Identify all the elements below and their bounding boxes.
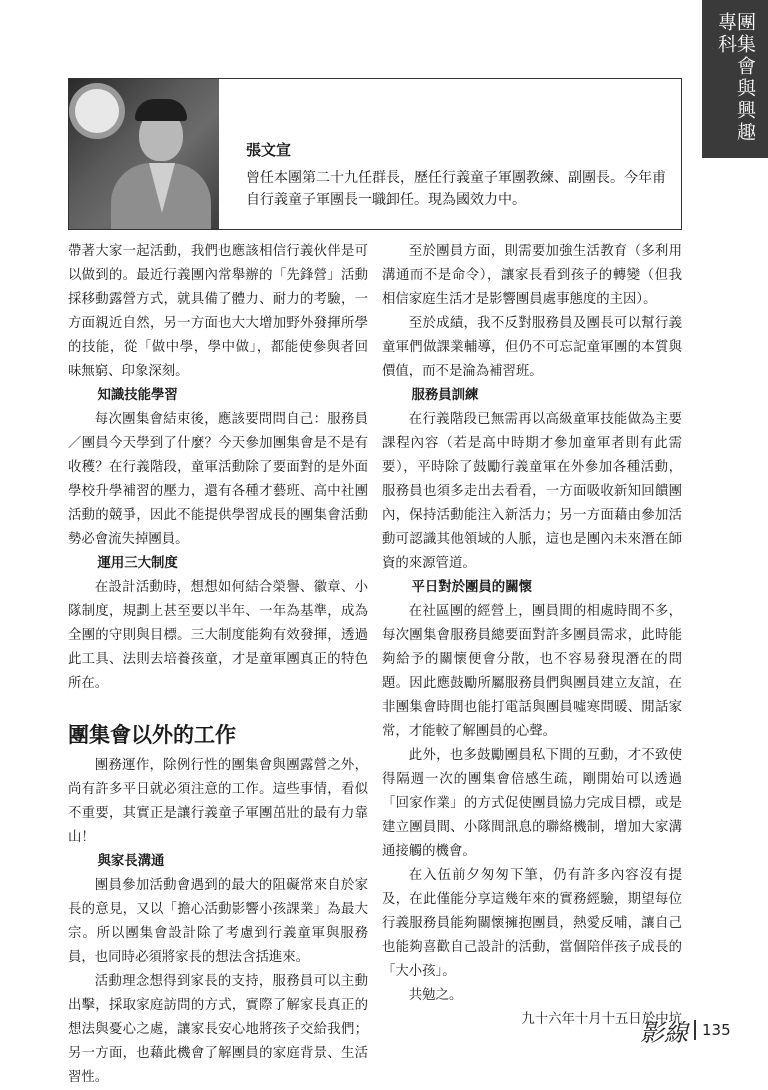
paragraph: 在入伍前夕匆匆下筆，仍有許多內容沒有提及，在此僅能分享這幾年來的實務經驗，期望每位行義服務員能夠關懷擁抱團員，熱愛反哺，讓自己也能夠喜歡自己設計的活動，當個陪伴孩子成長的「大小孩」。: [382, 868, 682, 979]
subheading: 與家長溝通: [97, 854, 165, 869]
paragraph: 帶著大家一起活動，我們也應該相信行義伙伴是可以做到的。最近行義團內常舉辦的「先鋒營」活動採移動露營方式，就具備了體力、耐力的考驗，一方面親近自然，另一方面也大大增加野外發揮所學的技能，從「做中學，學中做」，都能使參與者回味無窮、印象深刻。: [68, 244, 368, 379]
paragraph: 共勉之。: [408, 988, 463, 1003]
subheading: 平日對於團員的關懷: [411, 580, 532, 595]
date-line: 九十六年十月十五日於中坑: [521, 1012, 682, 1027]
paragraph: 此外，也多鼓勵團員私下間的互動，才不致使得隔週一次的團集會倍感生疏，剛開始可以透過「回家作業」的方式促使團員協力完成目標，或是建立團員間、小隊間訊息的聯絡機制，增加大家溝通接觸的機會。: [382, 748, 682, 859]
author-bio: 曾任本團第二十九任群長，歷任行義童子軍團教練、副團長。今年甫自行義童子軍團長一職卸任。現為國效力中。: [246, 170, 666, 208]
page-number: 135: [702, 1021, 731, 1039]
author-photo: [69, 79, 219, 229]
section-tab-label: 團集會與興趣專科: [715, 12, 756, 144]
paragraph: 在設計活動時，想想如何結合榮譽、徽章、小隊制度，規劃上甚至要以半年、一年為基準，成為全團的守則與目標。三大制度能夠有效發揮，透過此工具、法則去培養孩童，才是童軍團真正的特色所在。: [68, 580, 368, 691]
page-footer: [640, 1016, 731, 1047]
subheading: 運用三大制度: [97, 556, 178, 571]
author-profile-box: [68, 78, 682, 230]
footer-divider: [694, 1020, 696, 1040]
paragraph: 在社區團的經營上，團員間的相處時間不多，每次團集會服務員總要面對許多團員需求，此時能夠給予的關懷便會分散，也不容易發現潛在的問題。因此應鼓勵所屬服務員們與團員建立友誼，在非團集會時間也能打電話與團員噓寒問暖、閒話家常，才能較了解團員的心聲。: [382, 604, 682, 739]
subheading: 知識技能學習: [97, 388, 178, 403]
subheading: 服務員訓練: [411, 388, 479, 403]
paragraph: 每次團集會結束後，應該要問問自己：服務員／團員今天學到了什麼？今天參加團集會是不是有收穫？在行義階段，童軍活動除了要面對的是外面學校升學補習的壓力，還有各種才藝班、高中社團活動的競爭，因此不能提供學習成長的團集會活動勢必會流失掉團員。: [68, 412, 368, 547]
paragraph: 活動理念想得到家長的支持，服務員可以主動出擊，採取家庭訪問的方式，實際了解家長真正的想法與憂心之處，讓家長安心地將孩子交給我們；另一方面，也藉此機會了解團員的家庭背景、生活習性。: [68, 974, 368, 1085]
left-column: [68, 240, 368, 1090]
paragraph: 團員參加活動會遇到的最大的阻礙常來自於家長的意見，又以「擔心活動影響小孩課業」為最大宗。所以團集會設計除了考慮到行義童軍與服務員，也同時必須將家長的想法含括進來。: [68, 878, 368, 965]
section-title: 團集會以外的工作: [68, 723, 236, 747]
paragraph: 團務運作，除例行性的團集會與團露營之外，尚有許多平日就必須注意的工作。這些事情，看似不重要，其實正是讓行義童子軍團茁壯的最有力靠山！: [68, 758, 368, 845]
paragraph: 在行義階段已無需再以高級童軍技能做為主要課程內容（若是高中時期才參加童軍者則有此需要），平時除了鼓勵行義童軍在外參加各種活動，服務員也須多走出去看看，一方面吸收新知回饋團內，保持活動能注入新活力；另一方面藉由參加活動可認識其他領域的人脈，這也是團內未來潛在師資的來源管道。: [382, 412, 682, 571]
paragraph: 至於團員方面，則需要加強生活教育（多利用溝通而不是命令），讓家長看到孩子的轉變（但我相信家庭生活才是影響團員處事態度的主因）。: [382, 244, 682, 307]
right-column: [382, 240, 682, 1032]
magazine-logo: 影線: [640, 1018, 688, 1047]
author-name: 張文宣: [246, 141, 292, 159]
section-tab: [702, 0, 768, 158]
paragraph: 至於成績，我不反對服務員及團長可以幫行義童軍們做課業輔導，但仍不可忘記童軍團的本質與價值，而不是淪為補習班。: [382, 316, 682, 379]
